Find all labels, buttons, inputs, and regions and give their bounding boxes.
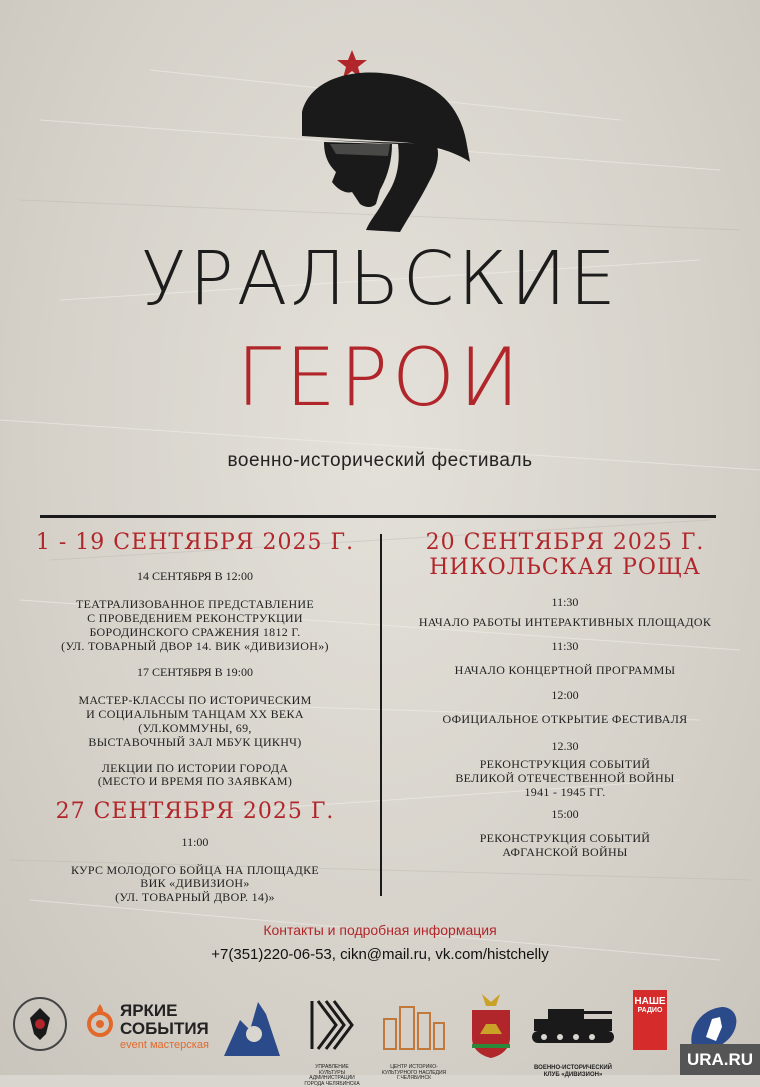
event-time: 12:00 bbox=[551, 688, 579, 703]
ura-ru-watermark: URA.RU bbox=[680, 1044, 760, 1075]
event-description: НАЧАЛО РАБОТЫ ИНТЕРАКТИВНЫХ ПЛОЩАДОК bbox=[418, 614, 712, 629]
date-heading-sept-27: 27 СЕНТЯБРЯ 2025 Г. bbox=[55, 799, 335, 825]
event-description: ТЕАТРАЛИЗОВАННОЕ ПРЕДСТАВЛЕНИЕ С ПРОВЕДЕНИЕМ РЕКОНСТРУКЦИИ БОРОДИНСКОГО СРАЖЕНИЯ 1812 Г. (УЛ. ТОВАРНЫЙ ДВОР 14. ВИК «ДИВИЗИОН») bbox=[61, 597, 329, 653]
event-description: КУРС МОЛОДОГО БОЙЦА НА ПЛОЩАДКЕ ВИК «ДИВИЗИОН» (УЛ. ТОВАРНЫЙ ДВОР. 14)» bbox=[70, 862, 320, 905]
left-schedule-column bbox=[20, 530, 370, 905]
event-time: 11:30 bbox=[551, 594, 579, 609]
right-schedule-column bbox=[390, 530, 740, 860]
column-divider bbox=[380, 534, 382, 896]
event-description: НАЧАЛО КОНЦЕРТНОЙ ПРОГРАММЫ bbox=[454, 663, 676, 678]
festival-title-line1: УРАЛЬСКИЕ bbox=[141, 236, 619, 322]
soldier-helmet-emblem bbox=[280, 40, 480, 240]
flame-ring-icon bbox=[86, 1002, 114, 1042]
monument-logo bbox=[220, 990, 286, 1060]
event-description: РЕКОНСТРУКЦИЯ СОБЫТИЙ ВЕЛИКОЙ ОТЕЧЕСТВЕННОЙ ВОЙНЫ 1941 - 1945 ГГ. bbox=[455, 756, 675, 799]
event-description: РЕКОНСТРУКЦИЯ СОБЫТИЙ АФГАНСКОЙ ВОЙНЫ bbox=[479, 831, 651, 860]
event-time: 17 СЕНТЯБРЯ В 19:00 bbox=[136, 665, 254, 680]
partner-logos bbox=[10, 990, 750, 1087]
date-heading-sept-20: 20 СЕНТЯБРЯ 2025 Г. bbox=[425, 530, 705, 555]
event-time: 11:00 bbox=[181, 834, 209, 849]
chelyabinsk-coat-of-arms-logo bbox=[466, 990, 516, 1060]
nashe-radio-logo: НАШЕ РАДИО bbox=[628, 990, 672, 1060]
event-time: 11:30 bbox=[551, 639, 579, 654]
event-description: МАСТЕР-КЛАССЫ ПО ИСТОРИЧЕСКИМ И СОЦИАЛЬНЫМ ТАНЦАМ XX ВЕКА (УЛ.КОММУНЫ, 69, ВЫСТАВОЧНЫЙ ЗАЛ МБУК ЦИКНЧ) bbox=[78, 693, 312, 749]
date-heading-sept-1-19: 1 - 19 СЕНТЯБРЯ 2025 Г. bbox=[35, 530, 355, 555]
top-divider bbox=[40, 515, 716, 518]
event-description: ЛЕКЦИИ ПО ИСТОРИИ ГОРОДА (МЕСТО И ВРЕМЯ ПО ЗАЯВКАМ) bbox=[97, 760, 293, 789]
contacts-line: +7(351)220-06-53, cikn@mail.ru, vk.com/histchelly bbox=[211, 946, 549, 963]
event-time: 12.30 bbox=[551, 738, 579, 753]
event-time: 14 СЕНТЯБРЯ В 12:00 bbox=[136, 569, 254, 584]
event-description: ОФИЦИАЛЬНОЕ ОТКРЫТИЕ ФЕСТИВАЛЯ bbox=[442, 712, 688, 727]
event-time: 15:00 bbox=[551, 807, 579, 822]
location-heading: НИКОЛЬСКАЯ РОЩА bbox=[429, 555, 701, 581]
contacts-heading: Контакты и подробная информация bbox=[263, 922, 497, 938]
eagle-crest-logo bbox=[10, 990, 70, 1060]
yarkie-sobytiya-logo: ЯРКИЕ СОБЫТИЯ event мастерская bbox=[86, 998, 226, 1052]
division-club-tank-logo: ВОЕННО-ИСТОРИЧЕСКИЙ КЛУБ «ДИВИЗИОН» bbox=[528, 990, 618, 1060]
culture-admin-logo: УПРАВЛЕНИЕ КУЛЬТУРЫ АДМИНИСТРАЦИИ ГОРОДА ЧЕЛЯБИНСКА bbox=[302, 990, 362, 1060]
heritage-center-logo: ЦЕНТР ИСТОРИКО-КУЛЬТУРНОГО НАСЛЕДИЯ Г.ЧЕЛЯБИНСК bbox=[378, 990, 450, 1060]
festival-title-line2: ГЕРОИ bbox=[236, 331, 524, 424]
festival-subtitle: военно-исторический фестиваль bbox=[227, 450, 533, 471]
